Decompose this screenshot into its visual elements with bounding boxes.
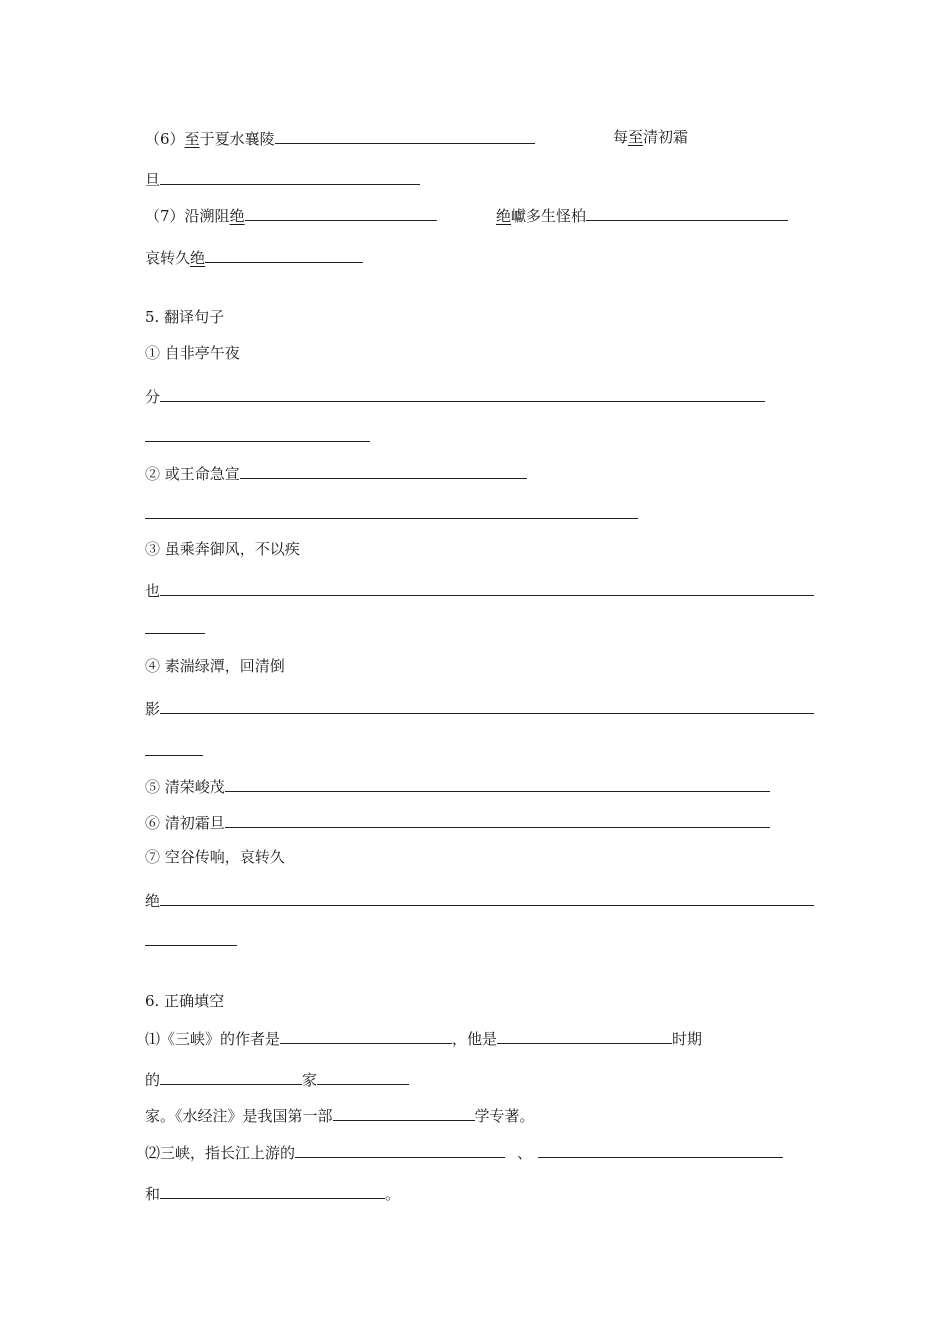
answer-blank[interactable]: [160, 1182, 385, 1199]
answer-blank[interactable]: [538, 1141, 783, 1158]
item-7b-line: [496, 204, 788, 226]
answer-blank[interactable]: [145, 944, 237, 946]
answer-blank[interactable]: [240, 462, 527, 479]
answer-blank[interactable]: [205, 246, 363, 263]
phrase: ⑵三峡，指长江上游的: [145, 1144, 296, 1162]
section-5-title: 5. 翻译句子: [145, 308, 225, 326]
sentence-1-cont: [145, 385, 765, 407]
answer-blank[interactable]: [160, 1068, 302, 1085]
phrase: ⑴《三峡》的作者是: [145, 1030, 281, 1048]
phrase: 的: [145, 1071, 161, 1089]
marked-char: 绝: [496, 207, 512, 225]
marked-char: 绝: [190, 249, 206, 267]
item-7-line: [145, 204, 437, 226]
answer-blank[interactable]: [160, 385, 765, 402]
fill-1-line-3: [145, 1104, 535, 1126]
answer-blank[interactable]: [586, 204, 788, 221]
answer-blank[interactable]: [225, 811, 770, 828]
sentence-2: [145, 462, 527, 484]
answer-blank[interactable]: [160, 697, 814, 714]
phrase: ，他是: [452, 1030, 498, 1048]
answer-blank[interactable]: [333, 1104, 475, 1121]
phrase: 家: [302, 1071, 318, 1089]
sentence-4: ④ 素湍绿潭，回清倒: [145, 657, 285, 675]
phrase: ⑤ 清荣峻茂: [145, 778, 225, 796]
fill-1-line-1: [145, 1027, 702, 1049]
phrase: 绝: [145, 892, 161, 910]
answer-blank[interactable]: [145, 632, 205, 634]
phrase: 分: [145, 388, 161, 406]
sentence-7-cont: [145, 889, 814, 911]
answer-blank[interactable]: [280, 1027, 452, 1044]
sentence-3-cont: [145, 579, 814, 601]
item-number: （6）: [145, 130, 185, 148]
item-6-line: [145, 127, 535, 149]
answer-blank[interactable]: [145, 754, 203, 756]
item-6b-cont-line: [145, 168, 420, 190]
sentence-7: ⑦ 空谷传响，哀转久: [145, 848, 285, 866]
phrase: 于夏水襄陵: [199, 130, 275, 148]
phrase: 巘多生怪柏: [511, 207, 587, 225]
marked-char: 至: [628, 128, 644, 146]
sentence-3: ③ 虽乘奔御风，不以疾: [145, 540, 300, 558]
answer-blank[interactable]: [245, 204, 437, 221]
phrase: 时期: [672, 1030, 703, 1048]
marked-char: 至: [184, 130, 200, 148]
phrase: 、: [517, 1144, 533, 1162]
phrase: ⑥ 清初霜旦: [145, 814, 225, 832]
marked-char: 绝: [229, 207, 245, 225]
sentence-4-cont: [145, 697, 814, 719]
phrase: 和: [145, 1185, 161, 1203]
phrase: 。: [385, 1185, 401, 1203]
sentence-1: ① 自非亭午夜: [145, 344, 240, 362]
sentence-6: [145, 811, 770, 833]
item-7c-line: [145, 246, 363, 268]
answer-blank[interactable]: [225, 775, 770, 792]
answer-blank[interactable]: [497, 1027, 672, 1044]
fill-2-line-2: [145, 1182, 400, 1204]
answer-blank[interactable]: [145, 517, 638, 519]
phrase: 家。《水经注》是我国第一部: [145, 1107, 333, 1125]
answer-blank[interactable]: [160, 168, 420, 185]
phrase: 每: [613, 128, 629, 146]
phrase: 旦: [145, 171, 161, 189]
item-6b-line: [613, 127, 688, 147]
item-number: （7）: [145, 207, 185, 225]
answer-blank[interactable]: [160, 889, 814, 906]
answer-blank[interactable]: [295, 1141, 505, 1158]
fill-1-line-2: [145, 1068, 409, 1090]
phrase: 影: [145, 700, 161, 718]
sentence-5: [145, 775, 770, 797]
phrase: 也: [145, 582, 161, 600]
section-6-title: 6. 正确填空: [145, 992, 225, 1010]
phrase: 哀转久: [145, 249, 191, 267]
answer-blank[interactable]: [275, 127, 535, 144]
phrase: 沿溯阻: [184, 207, 230, 225]
fill-2-line-1: [145, 1141, 783, 1163]
phrase: 清初霜: [643, 128, 689, 146]
answer-blank[interactable]: [160, 579, 814, 596]
answer-blank[interactable]: [317, 1068, 409, 1085]
phrase: 学专著。: [474, 1107, 535, 1125]
answer-blank[interactable]: [145, 440, 370, 442]
phrase: ② 或王命急宣: [145, 465, 240, 483]
